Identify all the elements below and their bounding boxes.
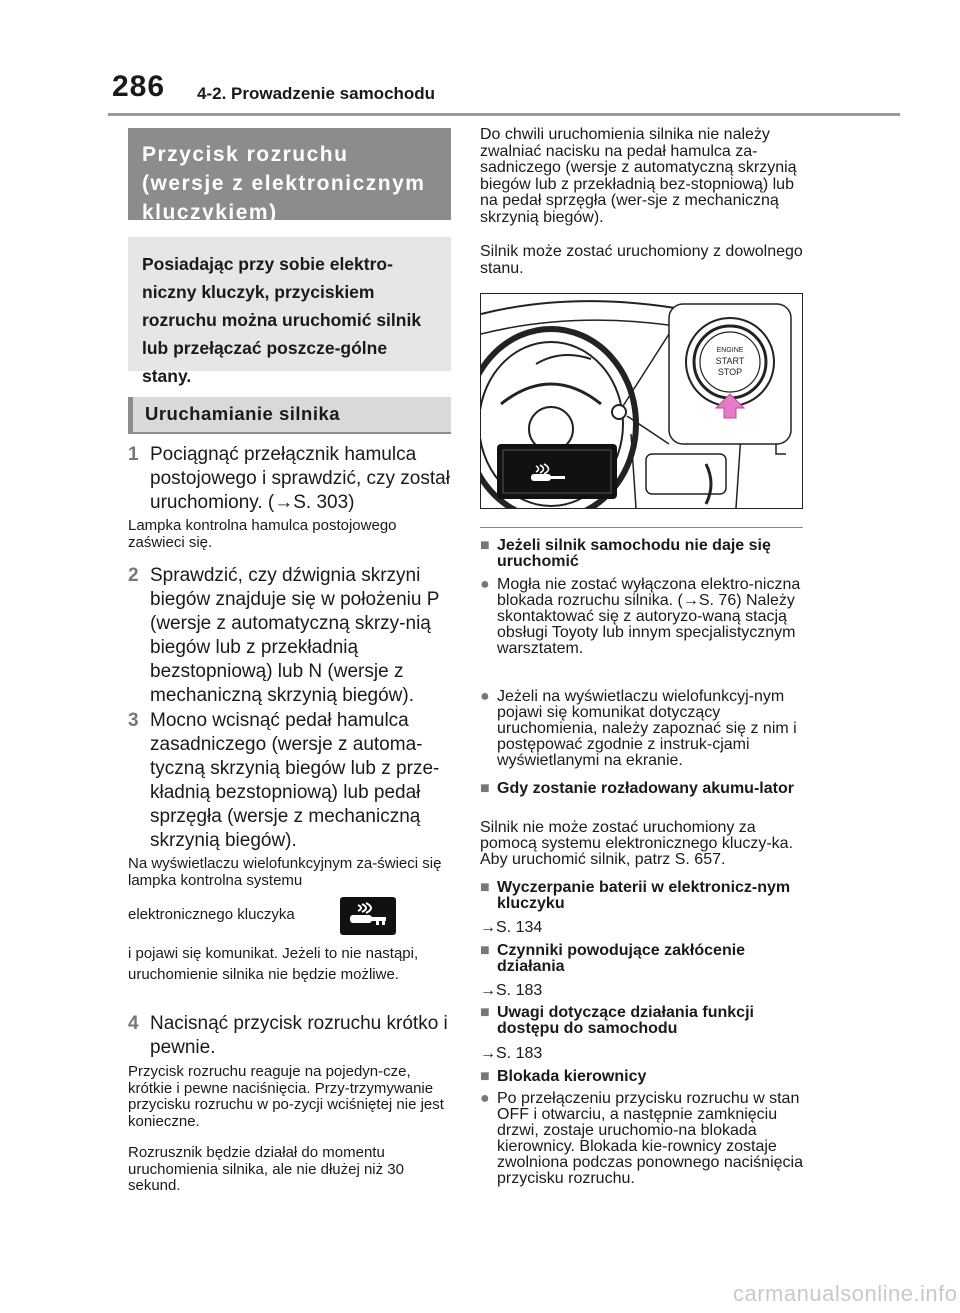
subheading: Uruchamianie silnika — [128, 397, 451, 432]
step-text: Sprawdzić, czy dźwignia skrzyni biegów znajduje się w położeniu P (wersje z automatyczną skrzy-nią biegów lub z przekładnią bezstopniową) lub N (wersje z mechaniczną skrzynią biegów). — [150, 565, 440, 706]
section-title: 4-2. Prowadzenie samochodu — [197, 84, 436, 103]
square-bullet: ■ — [480, 942, 490, 959]
step-4-note-b: Rozrusznik będzie działał do momentu uruchomienia silnika, ale nie dłużej niż 30 sekund. — [128, 1144, 404, 1194]
button-label-start: START — [715, 356, 745, 366]
intro-box: Posiadając przy sobie elektro-niczny kluczyk, przyciskiem rozruchu można uruchomić silnik lub przełączać poszcze-gólne stany. — [128, 237, 451, 371]
heading-interference: ■ Czynniki powodujące zakłócenie działania — [480, 942, 746, 975]
square-bullet: ■ — [480, 537, 490, 554]
key-battery-ref: →S. 134 — [480, 919, 543, 936]
circle-bullet: ● — [480, 1090, 490, 1107]
heading-engine-not-start: ■ Jeżeli silnik samochodu nie daje się uruchomić — [480, 537, 771, 570]
bullet-display-message: ● Jeżeli na wyświetlaczu wielofunkcyj-nym pojawi się komunikat dotyczący uruchomienia, należy zapoznać się z nim i postępować zgodnie z instruk-cjami wyświetlanymi na ekranie. — [480, 688, 797, 769]
step-text: Mocno wcisnąć pedał hamulca zasadniczego (wersje z automa-tyczną skrzynią biegów lub z prze-kładnią bezstopniową) lub pedał sprzęgła (wersje z mechaniczną skrzynią biegów). — [150, 710, 440, 851]
step-1 — [128, 443, 453, 515]
heading-battery-discharged: ■ Gdy zostanie rozładowany akumu-lator — [480, 780, 794, 797]
start-button-illustration — [480, 293, 803, 509]
step-3 — [128, 709, 453, 853]
step-text: Pociągnąć przełącznik hamulca postojowego i sprawdzić, czy został uruchomiony. (→S. 303) — [150, 444, 450, 513]
circle-bullet: ● — [480, 688, 490, 705]
any-state-paragraph: Silnik może zostać uruchomiony z dowolnego stanu. — [480, 243, 803, 277]
header-divider — [108, 113, 900, 116]
illustration-divider — [480, 527, 803, 528]
battery-discharged-text: Silnik nie może zostać uruchomiony za pomocą systemu elektronicznego kluczy-ka. Aby uruchomić silnik, patrz S. 657. — [480, 819, 794, 868]
page-number: 286 — [112, 70, 166, 103]
interference-ref: →S. 183 — [480, 982, 543, 999]
key-icon — [340, 897, 396, 935]
heading-steering-lock: ■ Blokada kierownicy — [480, 1068, 647, 1085]
warning-paragraph: Do chwili uruchomienia silnika nie należy zwalniać nacisku na pedał hamulca za-sadniczego (wersje z automatyczną skrzynią biegów lub z przekładnią bez-stopniową) lub na pedał sprzęgła (wer-sje z mechaniczną skrzynią biegów). — [480, 126, 797, 226]
step-number: 3 — [128, 710, 139, 731]
watermark: carmanualsonline.info — [733, 1281, 958, 1306]
bullet-immobilizer: ● Mogła nie zostać wyłączona elektro-niczna blokada rozruchu silnika. (→S. 76) Należy skontaktować się z autoryzo-waną stacją obsługi Toyoty lub innym specjalistycznym warsztatem. — [480, 576, 801, 657]
heading-key-battery: ■ Wyczerpanie baterii w elektronicz-nym kluczyku — [480, 879, 791, 912]
step-text: Nacisnąć przycisk rozruchu krótko i pewnie. — [150, 1013, 448, 1058]
step-4-note-a: Przycisk rozruchu reaguje na pojedyn-cze, krótkie i pewne naciśnięcia. Przy-trzymywanie przycisku rozruchu w po-zycji wciśniętej nie jest konieczne. — [128, 1063, 444, 1130]
step-number: 2 — [128, 565, 139, 586]
subheading-rule — [128, 432, 451, 434]
square-bullet: ■ — [480, 1068, 490, 1085]
step-3-note-c: i pojawi się komunikat. Jeżeli to nie nastąpi, uruchomienie silnika nie będzie możliwe. — [128, 945, 419, 983]
main-heading: Przycisk rozruchu (wersje z elektronicznym kluczykiem) — [128, 128, 451, 220]
square-bullet: ■ — [480, 780, 490, 797]
button-label-engine: ENGINE — [716, 347, 744, 354]
circle-bullet: ● — [480, 576, 490, 593]
step-3-note-a: Na wyświetlaczu wielofunkcyjnym za-świeci się lampka kontrolna systemu — [128, 855, 442, 889]
step-2 — [128, 564, 453, 708]
square-bullet: ■ — [480, 1004, 490, 1021]
bullet-steering-lock: ● Po przełączeniu przycisku rozruchu w stan OFF i otwarciu, a następnie zamknięciu drzwi, zostaje uruchomio-na blokada kierownicy. Blokada kie-rownicy zostaje zwolniona podczas ponownego naciśnięcia przycisku rozruchu. — [480, 1090, 803, 1187]
step-1-note: Lampka kontrolna hamulca postojowego zaświeci się. — [128, 517, 397, 551]
square-bullet: ■ — [480, 879, 490, 896]
heading-entry-function: ■ Uwagi dotyczące działania funkcji dostępu do samochodu — [480, 1004, 754, 1037]
step-number: 4 — [128, 1013, 139, 1034]
button-label-stop: STOP — [717, 367, 743, 377]
step-number: 1 — [128, 444, 139, 465]
entry-function-ref: →S. 183 — [480, 1045, 543, 1062]
step-4 — [128, 1012, 453, 1060]
step-3-note-b: elektronicznego kluczyka — [128, 906, 295, 923]
